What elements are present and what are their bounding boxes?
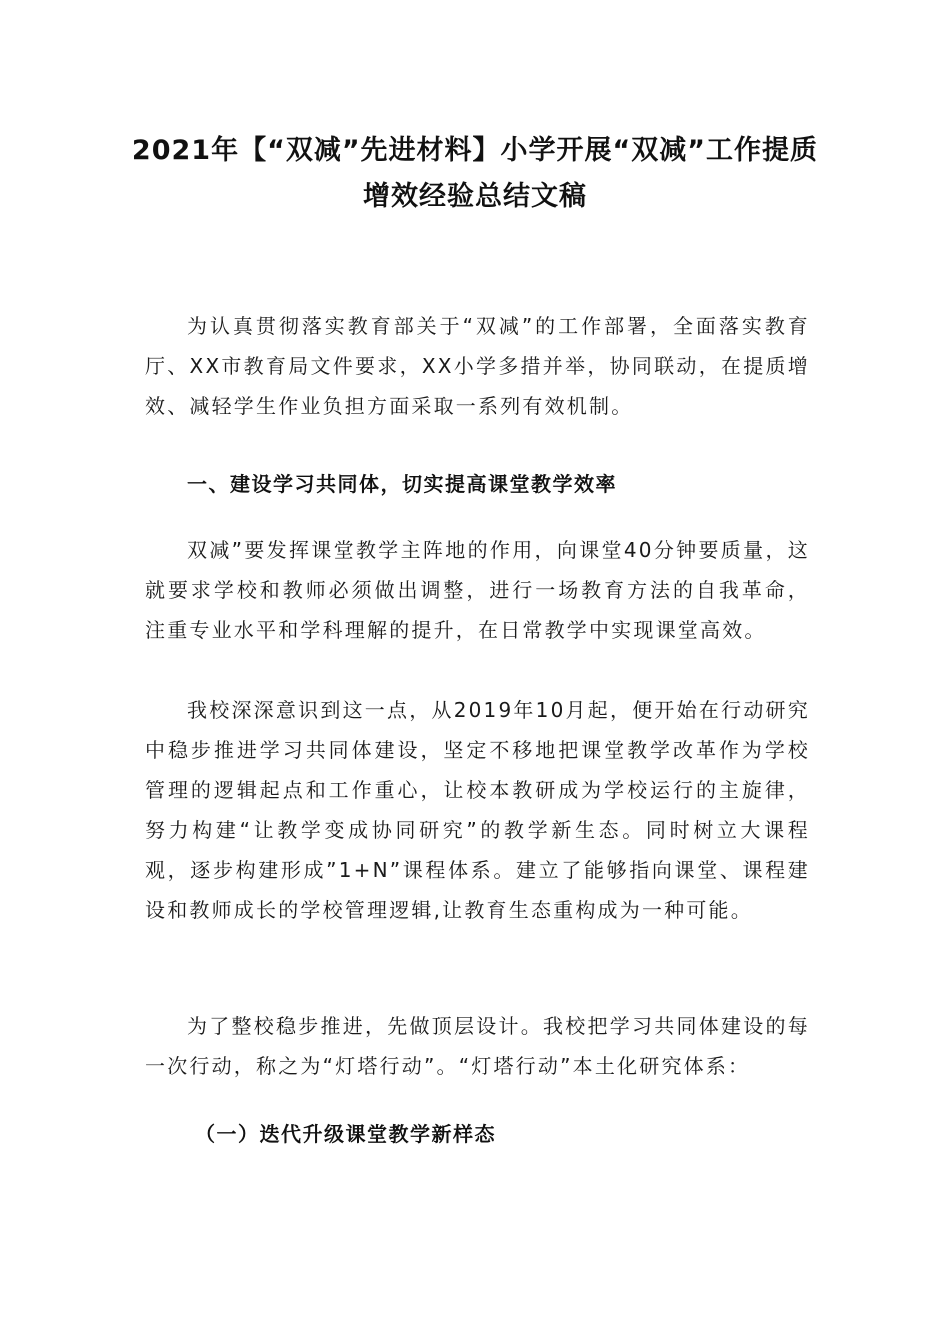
lighthouse-paragraph: 为了整校稳步推进，先做顶层设计。我校把学习共同体建设的每一次行动，称之为“灯塔行动”。“灯塔行动”本土化研究体系： xyxy=(145,1014,810,1078)
subsection-heading-one: （一）迭代升级课堂教学新样态 xyxy=(195,1122,496,1146)
intro-paragraph: 为认真贯彻落实教育部关于“双减”的工作部署，全面落实教育厅、XX市教育局文件要求，XX小学多措并举，协同联动，在提质增效、减轻学生作业负担方面采取一系列有效机制。 xyxy=(145,314,810,418)
community-paragraph: 我校深深意识到这一点，从2019年10月起，便开始在行动研究中稳步推进学习共同体建设，坚定不移地把课堂教学改革作为学校管理的逻辑起点和工作重心，让校本教研成为学校运行的主旋律，努力构建“让教学变成协同研究”的教学新生态。同时树立大课程观，逐步构建形成”1+N”课程体系。建立了能够指向课堂、课程建设和教师成长的学校管理逻辑,让教育生态重构成为一种可能。 xyxy=(145,698,810,922)
document-title: 2021年【“双减”先进材料】小学开展“双减”工作提质增效经验总结文稿 xyxy=(131,135,819,212)
section-heading-one: 一、建设学习共同体，切实提高课堂教学效率 xyxy=(187,472,617,496)
classroom-paragraph: 双减”要发挥课堂教学主阵地的作用，向课堂40分钟要质量，这就要求学校和教师必须做出调整，进行一场教育方法的自我革命，注重专业水平和学科理解的提升，在日常教学中实现课堂高效。 xyxy=(145,538,810,642)
